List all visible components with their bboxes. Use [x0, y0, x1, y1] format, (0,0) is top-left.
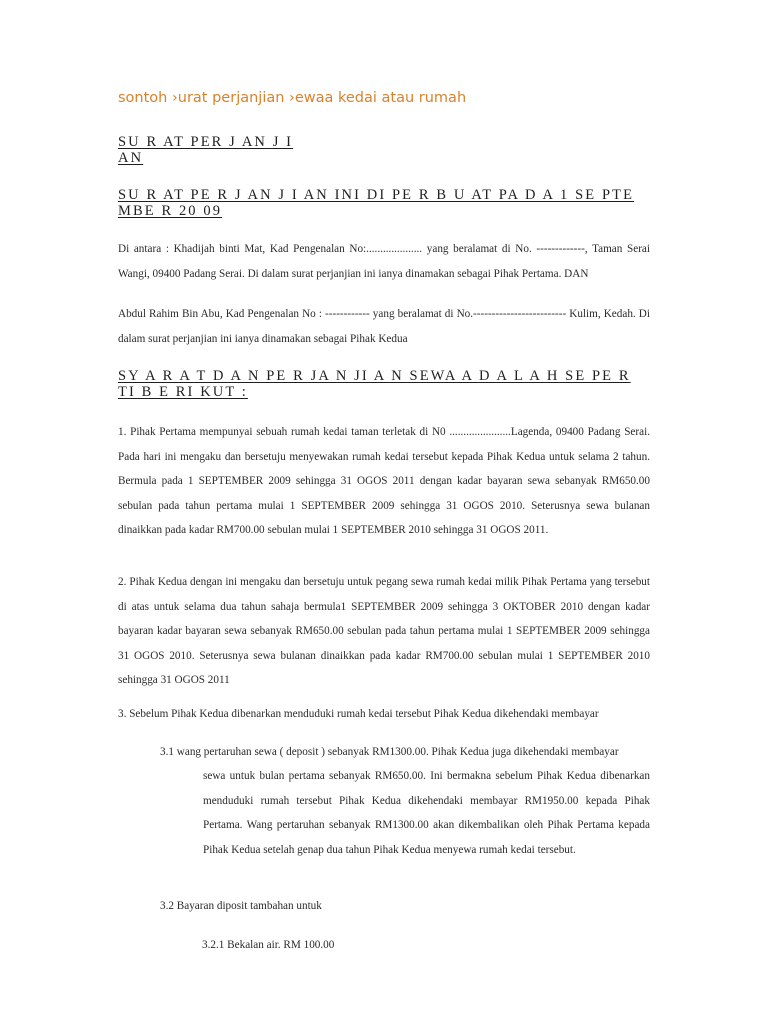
heading-line: SU R AT PE R J AN J I AN INI DI PE R B U AT PA D A 1 SE PTE: [118, 187, 635, 203]
heading-line: SY A R A T D A N PE R JA N JI A N SEWA A D A L A H SE PE R: [118, 368, 631, 384]
clause-1: 1. Pihak Pertama mempunyai sebuah rumah kedai taman terletak di N0 ......................Lagenda, 09400 Padang Serai. Pada hari ini mengaku dan bersetuju menyewakan rumah kedai tersebut kepada Pihak Kedua untuk selama 2 tahun. Bermula pada 1 SEPTEMBER 2009 sehingga 31 OGOS 2011 dengan kadar bayaran sewa sebanyak RM650.00 sebulan pada tahun pertama mulai 1 SEPTEMBER 2009 sehingga 31 OGOS 2010. Seterusnya sewa bulanan dinaikkan pada kadar RM700.00 sebulan mulai 1 SEPTEMBER 2010 sehingga 31 OGOS 2011.: [118, 426, 650, 536]
heading-line: TI B E RI KUT :: [118, 384, 248, 400]
clause-3-2-1: 3.2.1 Bekalan air. RM 100.00: [202, 939, 335, 951]
heading-surat-perjanjian: [118, 134, 293, 166]
heading-line: AN: [118, 150, 144, 166]
heading-line: SU R AT PER J AN J I: [118, 134, 294, 150]
clause-3: 3. Sebelum Pihak Kedua dibenarkan menduduki rumah kedai tersebut Pihak Kedua dikehendaki membayar: [118, 708, 599, 720]
party-two-paragraph: Abdul Rahim Bin Abu, Kad Pengenalan No : ------------ yang beralamat di No.------------------------- Kulim, Kedah. Di dalam surat perjanjian ini ianya dinamakan sebagai Pihak Kedua: [118, 308, 650, 345]
heading-agreement-date: [118, 187, 634, 219]
heading-terms: [118, 368, 631, 400]
heading-line: MBE R 20 09: [118, 203, 223, 219]
clause-2: 2. Pihak Kedua dengan ini mengaku dan bersetuju untuk pegang sewa rumah kedai milik Pihak Pertama yang tersebut di atas untuk selama dua tahun sahaja bermula1 SEPTEMBER 2009 sehingga 3 OKTOBER 2010 dengan kadar bayaran kadar bayaran sewa sebanyak RM650.00 sebulan pada tahun pertama mulai 1 SEPTEMBER 2009 sehingga 31 OGOS 2010. Seterusnya sewa bulanan dinaikkan pada kadar RM700.00 sebulan mulai 1 SEPTEMBER 2010 sehingga 31 OGOS 2011: [118, 576, 650, 686]
clause-3-1-continuation: sewa untuk bulan pertama sebanyak RM650.00. Ini bermakna sebelum Pihak Kedua dibenarkan menduduki rumah tersebut Pihak Kedua dikehendaki membayar RM1950.00 kepada Pihak Pertama. Wang pertaruhan sebanyak RM1300.00 akan dikembalikan oleh Pihak Pertama kepada Pihak Kedua setelah genap dua tahun Pihak Kedua menyewa rumah kedai tersebut.: [203, 770, 650, 856]
document-title: sontoh ›urat perjanjian ›ewaa kedai atau rumah: [118, 90, 467, 106]
party-one-paragraph: Di antara : Khadijah binti Mat, Kad Pengenalan No:.................... yang beralamat di No. -------------, Taman Serai Wangi, 09400 Padang Serai. Di dalam surat perjanjian ini ianya dinamakan sebagai Pihak Pertama. DAN: [118, 243, 650, 280]
clause-3-2: 3.2 Bayaran diposit tambahan untuk: [160, 900, 322, 912]
clause-3-1-first-line: 3.1 wang pertaruhan sewa ( deposit ) sebanyak RM1300.00. Pihak Kedua juga dikehendaki membayar: [160, 746, 619, 758]
